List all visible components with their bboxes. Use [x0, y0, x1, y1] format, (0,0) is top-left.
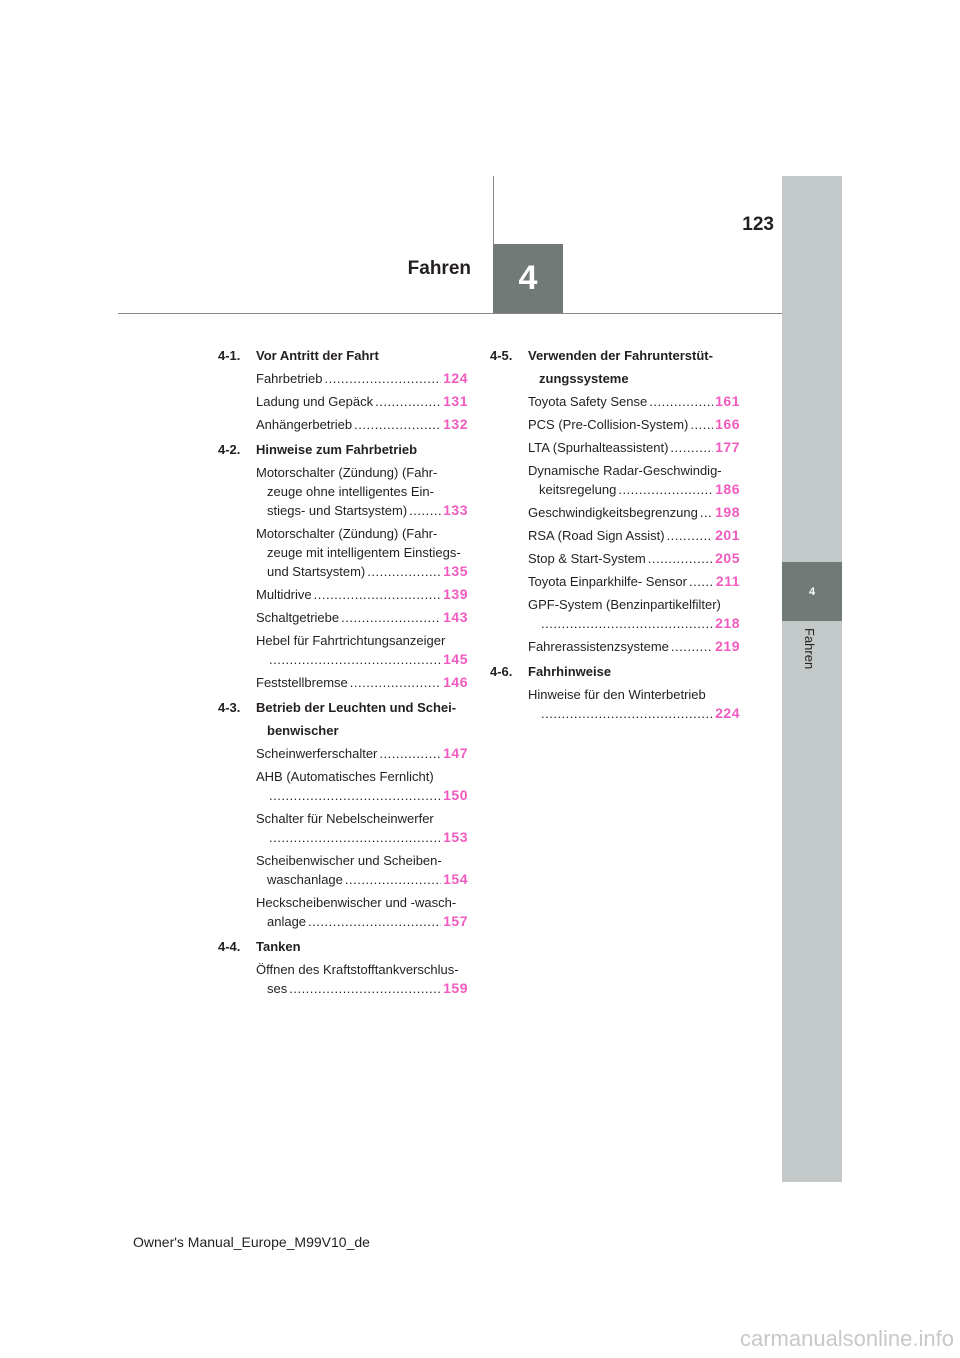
side-chapter-label: Fahren — [802, 628, 817, 670]
dot-leader — [350, 673, 441, 692]
toc-entry[interactable] — [528, 438, 740, 457]
toc-entry[interactable] — [256, 744, 468, 763]
toc-entry[interactable] — [256, 415, 468, 434]
section-heading[interactable] — [218, 440, 468, 459]
page-link[interactable]: 143 — [443, 609, 468, 625]
page-link[interactable]: 146 — [443, 674, 468, 690]
toc-entry-lastline — [256, 912, 468, 931]
header-divider-vertical — [493, 176, 494, 244]
toc-entry-text: ses — [267, 981, 288, 996]
page-link[interactable]: 145 — [443, 651, 468, 667]
dot-leader — [341, 608, 441, 627]
section-title-continued: benwischer — [267, 723, 339, 738]
toc-entry-lastline — [256, 979, 468, 998]
section-heading[interactable] — [218, 346, 468, 365]
toc-entry-text: Toyota Einparkhilfe- Sensor — [528, 574, 687, 589]
toc-entry-text: Multidrive — [256, 587, 312, 602]
toc-entry[interactable] — [528, 461, 740, 499]
toc-entry-lastline — [256, 608, 468, 627]
toc-entry-text: keitsregelung — [539, 482, 617, 497]
page-link[interactable]: 153 — [443, 829, 468, 845]
dot-leader — [308, 912, 441, 931]
toc-entry-text: Toyota Safety Sense — [528, 394, 648, 409]
toc-entry-text: LTA (Spurhalteassistent) — [528, 440, 669, 455]
toc-entry-line: Heckscheibenwischer und -wasch- — [256, 895, 457, 910]
toc-entry-lastline — [256, 650, 468, 669]
toc-section — [490, 346, 740, 656]
toc-entry-line: GPF-System (Benzinpartikelfilter) — [528, 597, 721, 612]
toc-entry[interactable] — [528, 637, 740, 656]
toc-entry-lastline — [256, 744, 468, 763]
dot-leader — [670, 438, 713, 457]
side-tab-number: 4 — [808, 585, 816, 598]
page-link[interactable]: 201 — [715, 527, 740, 543]
toc-entry[interactable] — [256, 851, 468, 889]
toc-entry-lastline — [528, 415, 740, 434]
toc-entry-lastline — [256, 369, 468, 388]
toc-entry[interactable] — [528, 415, 740, 434]
toc-entry-text: stiegs- und Startsystem) — [267, 503, 408, 518]
toc-entry-text: Schaltgetriebe — [256, 610, 340, 625]
page-link[interactable]: 124 — [443, 370, 468, 386]
toc-entry[interactable] — [528, 526, 740, 545]
section-number: 4-2. — [218, 442, 241, 457]
toc-entry-line: Scheibenwischer und Scheiben- — [256, 853, 442, 868]
chapter-number-box — [493, 244, 563, 313]
section-heading[interactable] — [218, 698, 468, 717]
toc-entry[interactable] — [256, 809, 468, 847]
page-number: 123 — [742, 214, 774, 235]
dot-leader — [409, 501, 441, 520]
dot-leader — [671, 637, 713, 656]
side-chapter-tab[interactable] — [782, 562, 842, 621]
toc-entry-lastline — [528, 549, 740, 568]
toc-entry[interactable] — [256, 463, 468, 520]
toc-entry[interactable] — [256, 369, 468, 388]
dot-leader — [541, 704, 713, 723]
toc-entry[interactable] — [256, 608, 468, 627]
toc-left-column — [218, 346, 468, 1004]
dot-leader — [648, 549, 713, 568]
page-link[interactable]: 211 — [715, 573, 740, 589]
toc-section — [218, 698, 468, 931]
section-number-spacer — [218, 721, 256, 740]
page-link[interactable]: 139 — [443, 586, 468, 602]
page-link[interactable]: 224 — [715, 705, 740, 721]
page-link[interactable]: 147 — [443, 745, 468, 761]
toc-entry-line: Motorschalter (Zündung) (Fahr- — [256, 465, 438, 480]
section-title: Verwenden der Fahrunterstüt- — [528, 348, 713, 363]
chapter-title: Fahren — [407, 258, 471, 279]
toc-section — [218, 440, 468, 692]
page-link[interactable]: 150 — [443, 787, 468, 803]
section-heading[interactable] — [218, 937, 468, 956]
side-thumb-strip — [782, 176, 842, 1182]
dot-leader — [314, 585, 442, 604]
toc-entry-lastline — [256, 673, 468, 692]
toc-entry-text: Feststellbremse — [256, 675, 348, 690]
toc-entry[interactable] — [528, 392, 740, 411]
toc-entry-line: zeuge mit intelligentem Einstiegs- — [267, 545, 461, 560]
section-number: 4-5. — [490, 348, 513, 363]
dot-leader — [269, 650, 441, 669]
section-number: 4-3. — [218, 700, 241, 715]
toc-entry-lastline — [528, 614, 740, 633]
toc-entry-line: zeuge ohne intelligentes Ein- — [267, 484, 434, 499]
toc-entry-line: Dynamische Radar-Geschwindig- — [528, 463, 722, 478]
page-link[interactable]: 157 — [443, 913, 468, 929]
page-link[interactable]: 198 — [715, 504, 740, 520]
section-number: 4-1. — [218, 348, 241, 363]
page-link[interactable]: 186 — [715, 481, 740, 497]
dot-leader — [367, 562, 441, 581]
dot-leader — [345, 870, 441, 889]
toc-entry[interactable] — [528, 572, 740, 591]
page-link[interactable]: 219 — [715, 638, 740, 654]
toc-entry-text: Scheinwerferschalter — [256, 746, 378, 761]
dot-leader — [379, 744, 441, 763]
toc-entry-lastline — [256, 585, 468, 604]
toc-entry[interactable] — [256, 524, 468, 581]
toc-entry[interactable] — [256, 767, 468, 805]
toc-entry[interactable] — [528, 549, 740, 568]
toc-entry-line: AHB (Automatisches Fernlicht) — [256, 769, 434, 784]
toc-entry-text: Fahrerassistenzsysteme — [528, 639, 669, 654]
toc-entry-lastline — [528, 438, 740, 457]
section-title: Tanken — [256, 939, 301, 954]
toc-entry[interactable] — [256, 585, 468, 604]
section-title: Fahrhinweise — [528, 664, 612, 679]
section-heading[interactable] — [490, 346, 740, 365]
toc-section — [218, 346, 468, 434]
page-link[interactable]: 131 — [443, 393, 468, 409]
page-link[interactable]: 218 — [715, 615, 740, 631]
page-link[interactable]: 135 — [443, 563, 468, 579]
section-title: Vor Antritt der Fahrt — [256, 348, 379, 363]
toc-right-column — [490, 346, 740, 729]
toc-entry-text: anlage — [267, 914, 307, 929]
toc-entry[interactable] — [528, 503, 740, 522]
chapter-number: 4 — [518, 259, 538, 297]
section-heading-continued — [218, 721, 468, 740]
footer-text: Owner's Manual_Europe_M99V10_de — [133, 1234, 370, 1250]
toc-entry[interactable] — [256, 631, 468, 669]
page-link[interactable]: 161 — [715, 393, 740, 409]
toc-entry-lastline — [528, 637, 740, 656]
section-title: Hinweise zum Fahrbetrieb — [256, 442, 418, 457]
toc-entry[interactable] — [256, 673, 468, 692]
toc-entry[interactable] — [256, 392, 468, 411]
toc-entry[interactable] — [528, 685, 740, 723]
dot-leader — [649, 392, 713, 411]
section-title: Betrieb der Leuchten und Schei- — [256, 700, 457, 715]
toc-entry-text: PCS (Pre-Collision-System) — [528, 417, 689, 432]
page-link[interactable]: 133 — [443, 502, 468, 518]
dot-leader — [700, 503, 713, 522]
section-heading[interactable] — [490, 662, 740, 681]
dot-leader — [667, 526, 714, 545]
page-link[interactable]: 159 — [443, 980, 468, 996]
dot-leader — [289, 979, 441, 998]
dot-leader — [269, 786, 441, 805]
toc-entry-text: Anhängerbetrieb — [256, 417, 353, 432]
toc-entry-line: Hebel für Fahrtrichtungsanzeiger — [256, 633, 446, 648]
toc-entry-text: waschanlage — [267, 872, 343, 887]
toc-entry-lastline — [528, 392, 740, 411]
section-title-continued: zungssysteme — [539, 371, 629, 386]
dot-leader — [269, 828, 441, 847]
toc-entry-text: RSA (Road Sign Assist) — [528, 528, 665, 543]
toc-entry[interactable] — [256, 893, 468, 931]
toc-section — [218, 937, 468, 998]
toc-entry-lastline — [528, 572, 740, 591]
toc-entry-text: Stop & Start-System — [528, 551, 646, 566]
section-number: 4-4. — [218, 939, 241, 954]
toc-entry-lastline — [256, 501, 468, 520]
dot-leader — [354, 415, 441, 434]
page-link[interactable]: 154 — [443, 871, 468, 887]
section-heading-continued — [490, 369, 740, 388]
section-number: 4-6. — [490, 664, 513, 679]
page-link[interactable]: 177 — [715, 439, 740, 455]
toc-entry[interactable] — [528, 595, 740, 633]
toc-entry-lastline — [256, 828, 468, 847]
dot-leader — [690, 415, 713, 434]
toc-entry-text: Fahrbetrieb — [256, 371, 323, 386]
toc-entry-lastline — [256, 870, 468, 889]
dot-leader — [375, 392, 441, 411]
toc-entry-text: Ladung und Gepäck — [256, 394, 374, 409]
toc-entry-line: Motorschalter (Zündung) (Fahr- — [256, 526, 438, 541]
page-link[interactable]: 205 — [715, 550, 740, 566]
toc-entry-lastline — [528, 526, 740, 545]
toc-entry-lastline — [528, 704, 740, 723]
dot-leader — [618, 480, 713, 499]
toc-entry-lastline — [528, 503, 740, 522]
toc-entry-line: Hinweise für den Winterbetrieb — [528, 687, 706, 702]
toc-entry-lastline — [528, 480, 740, 499]
dot-leader — [689, 572, 714, 591]
toc-entry-lastline — [256, 786, 468, 805]
toc-entry[interactable] — [256, 960, 468, 998]
dot-leader — [324, 369, 441, 388]
header-divider-horizontal — [118, 313, 782, 314]
section-number-spacer — [490, 369, 528, 388]
toc-entry-text: und Startsystem) — [267, 564, 366, 579]
toc-section — [490, 662, 740, 723]
watermark: carmanualsonline.info — [739, 1326, 954, 1351]
page-link[interactable]: 166 — [715, 416, 740, 432]
toc-entry-lastline — [256, 562, 468, 581]
toc-entry-line: Öffnen des Kraftstofftankverschlus- — [256, 962, 459, 977]
toc-entry-line: Schalter für Nebelscheinwerfer — [256, 811, 434, 826]
toc-entry-text: Geschwindigkeitsbegrenzung — [528, 505, 698, 520]
toc-entry-lastline — [256, 415, 468, 434]
page-link[interactable]: 132 — [443, 416, 468, 432]
toc-entry-lastline — [256, 392, 468, 411]
dot-leader — [541, 614, 713, 633]
